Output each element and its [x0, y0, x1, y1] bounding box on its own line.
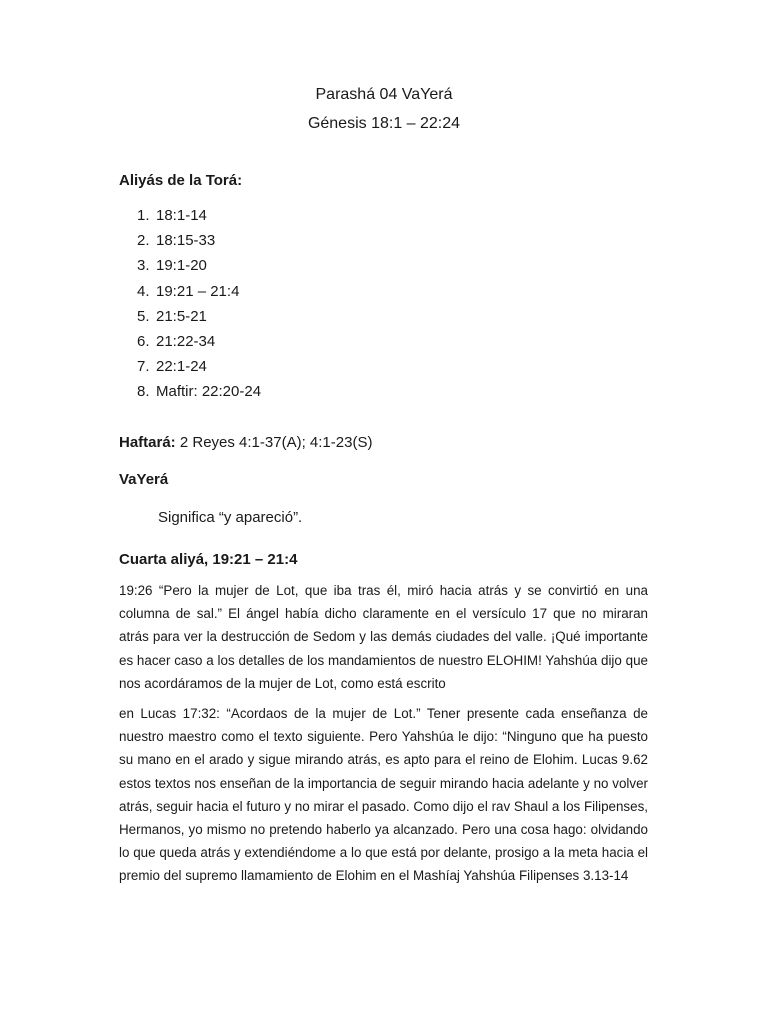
aliyah-reference: 21:5-21	[156, 307, 207, 325]
haftara-reference: 2 Reyes 4:1-37(A); 4:1-23(S)	[175, 434, 373, 451]
aliyot-list	[137, 207, 261, 409]
haftara-label: Haftará:	[119, 434, 176, 451]
list-item: 4. 19:21 – 21:4	[137, 283, 261, 308]
list-item: 1. 18:1-14	[137, 207, 261, 232]
aliyah-reference: Maftir: 22:20-24	[156, 383, 262, 401]
list-item: 6. 21:22-34	[137, 333, 261, 358]
aliyah-reference: 21:22-34	[156, 332, 216, 350]
vayera-meaning: Significa “y apareció”.	[158, 509, 303, 526]
aliyot-heading: Aliyás de la Torá:	[119, 172, 243, 189]
body-paragraph-1: 19:26 “Pero la mujer de Lot, que iba tras él, miró hacia atrás y se convirtió en una columna de sal.” El ángel había dicho claramente en el versículo 17 que no miraran atrás para ver la destrucción de Sedom y las demás ciudades del valle. ¡Qué importante es hacer caso a los detalles de los mandamientos de nuestro ELOHIM! Yahshúa dijo que nos acordáramos de la mujer de Lot, como está escrito	[119, 583, 648, 691]
list-item: 8. Maftir: 22:20-24	[137, 383, 261, 408]
list-item: 3. 19:1-20	[137, 257, 261, 282]
document-subtitle: Génesis 18:1 – 22:24	[307, 115, 461, 132]
vayera-heading: VaYerá	[119, 471, 169, 488]
list-item: 2. 18:15-33	[137, 232, 261, 257]
body-paragraph-2: en Lucas 17:32: “Acordaos de la mujer de Lot.” Tener presente cada enseñanza de nuestro maestro como el texto siguiente. Pero Yahshúa le dijo: “Ninguno que ha puesto su mano en el arado y sigue mirando atrás, es apto para el reino de Elohim. Lucas 9.62 estos textos nos enseñan de la importancia de seguir mirando hacia adelante y no volver atrás, seguir hacia el futuro y no mirar el pasado. Como dijo el rav Shaul a los Filipenses, Hermanos, yo mismo no pretendo haberlo ya alcanzado. Pero una cosa hago: olvidando lo que queda atrás y extendiéndome a lo que está por delante, prosigo a la meta hacia el premio del supremo llamamiento de Elohim en el Mashíaj Yahshúa Filipenses 3.13-14	[119, 706, 648, 884]
aliyah-reference: 22:1-24	[156, 358, 207, 376]
section-heading: Cuarta aliyá, 19:21 – 21:4	[119, 551, 298, 568]
list-item: 5. 21:5-21	[137, 308, 261, 333]
aliyah-reference: 18:1-14	[156, 207, 207, 224]
list-item: 7. 22:1-24	[137, 358, 261, 383]
aliyah-reference: 19:1-20	[156, 257, 207, 275]
aliyah-reference: 18:15-33	[156, 232, 216, 250]
aliyah-reference: 19:21 – 21:4	[156, 282, 240, 300]
haftara-line	[119, 434, 372, 451]
document-title: Parashá 04 VaYerá	[315, 86, 453, 103]
